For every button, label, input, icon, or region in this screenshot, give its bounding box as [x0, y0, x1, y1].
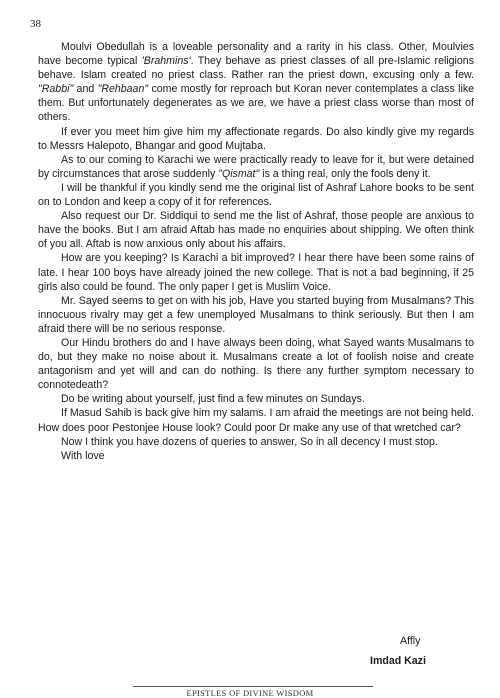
letter-paragraph — [38, 181, 474, 209]
closing-word: Affly — [400, 635, 421, 647]
letter-paragraph — [38, 209, 474, 251]
running-footer: EPISTLES OF DIVINE WISDOM — [186, 688, 314, 698]
italic-term: "Qismat" — [218, 167, 260, 180]
italic-term: 'Brahmins' — [141, 55, 191, 68]
paragraph-text: Now I think you have dozens of queries to answer, So in all decency I must stop. — [61, 435, 438, 448]
letter-paragraph — [38, 294, 474, 336]
paragraph-text: . They behave as priest classes of all pre-Islamic religions behave. Islam created no priest class. Rather ran the priest down, excusing only a few. — [38, 55, 474, 82]
paragraph-text: Do be writing about yourself, just find a few minutes on Sundays. — [61, 393, 365, 406]
letter-paragraph — [38, 449, 474, 463]
paragraph-text: How are you keeping? Is Karachi a bit improved? I hear there have been some rains of late. I hear 100 boys have already joined the new college. That is not a bad beginning, if 25 girls also could be found. The only paper I get is Muslim Voice. — [38, 252, 474, 293]
letter-paragraph — [38, 125, 474, 153]
paragraph-text: Mr. Sayed seems to get on with his job, Have you started buying from Musalmans? This innocuous rivalry may get a few unemployed Musalmans to think seriously. But then I am afraid there will be no serious response. — [38, 294, 474, 335]
letter-paragraph — [38, 406, 474, 434]
paragraph-text: is a thing real, only the fools deny it. — [259, 167, 431, 180]
paragraph-text: As to our coming to Karachi we were practically ready to leave for it, but were detained by circumstances that arose suddenly — [38, 153, 474, 180]
letter-paragraph — [38, 153, 474, 181]
footer-rule — [133, 686, 373, 687]
italic-term: "Rehbaan" — [97, 83, 149, 96]
signature-name: Imdad Kazi — [370, 655, 426, 667]
letter-body — [38, 40, 474, 463]
paragraph-text: and — [73, 83, 98, 96]
paragraph-text: I will be thankful if you kindly send me the original list of Ashraf Lahore books to be sent on to London and keep a copy of it for references. — [38, 181, 474, 209]
paragraph-text: Moulvi Obedullah is a loveable personality and a rarity in his class. Other, Moulvies have become typical — [38, 41, 474, 68]
letter-paragraph — [38, 392, 474, 406]
paragraph-text: If Masud Sahib is back give him my salams. I am afraid the meetings are not being held. How does poor Pestonjee House look? Could poor Dr make any use of that wretched car? — [38, 407, 474, 434]
paragraph-text: Also request our Dr. Siddiqui to send me the list of Ashraf, those people are anxious to have the books. But I am afraid Aftab has made no enquiries about shipping. We often think of you all. Aftab is now anxious only about his affairs. — [38, 210, 474, 251]
letter-paragraph — [38, 40, 474, 125]
page-number: 38 — [30, 18, 41, 30]
paragraph-text: come mostly for reproach but Koran never contemplates a class like them. But unfortunately degenerates as we are, we have a priest class worse than most of others. — [38, 83, 475, 124]
letter-paragraph — [38, 336, 474, 392]
paragraph-text: If ever you meet him give him my affectionate regards. Do also kindly give my regards to Messrs Halepoto, Bhangar and good Mujtaba. — [38, 125, 474, 152]
paragraph-text: With love — [61, 449, 105, 462]
letter-paragraph — [38, 251, 474, 293]
italic-term: "Rabbi" — [38, 83, 74, 96]
letter-paragraph — [38, 435, 474, 449]
paragraph-text: Our Hindu brothers do and I have always been doing, what Sayed wants Musalmans to do, but they make no noise about it. Musalmans create a lot of foolish noise and create antagonism and yet will and can do nothing. Is there any further symptom necessary to connotedeath? — [38, 336, 474, 392]
